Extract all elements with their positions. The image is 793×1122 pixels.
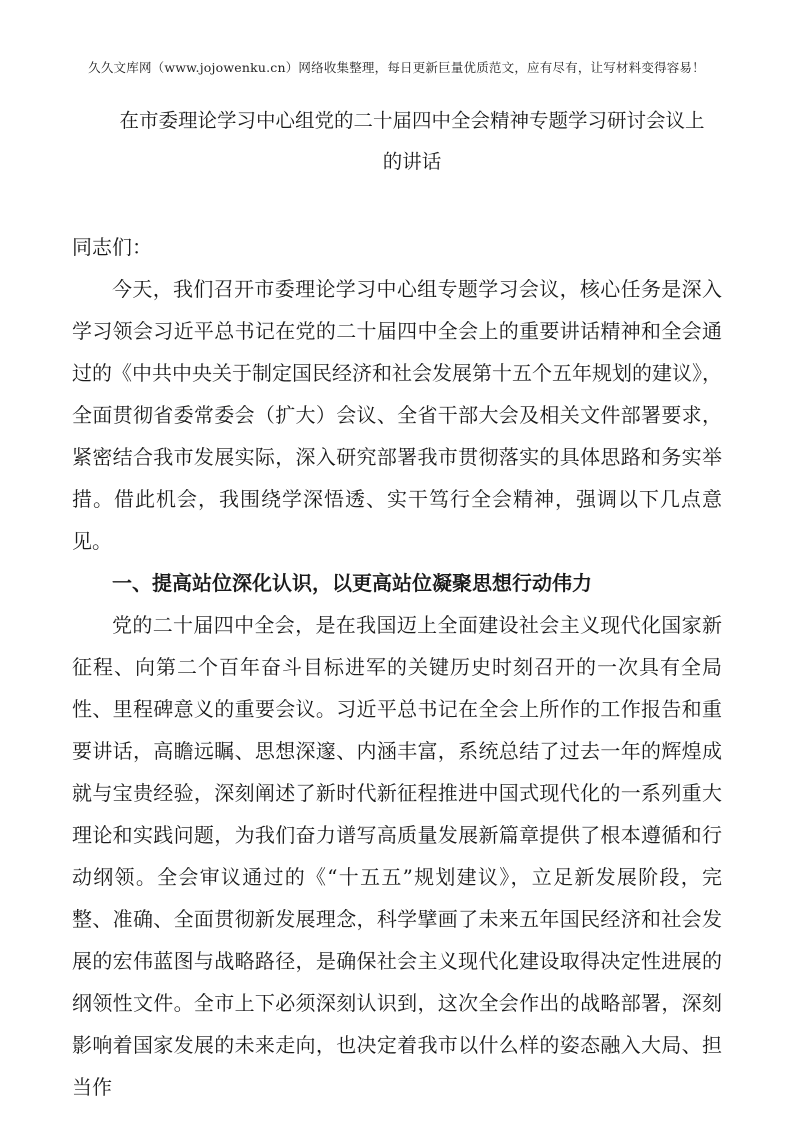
section-heading: 一、提高站位深化认识，以更高站位凝聚思想行动伟力	[112, 571, 592, 595]
body-paragraph: 今天，我们召开市委理论学习中心组专题学习会议，核心任务是深入学习领会习近平总书记在党的二十届四中全会上的重要讲话精神和全会通过的《中共中央关于制定国民经济和社会发展第十五个五年规划的建议》，全面贯彻省委常委会（扩大）会议、全省干部大会及相关文件部署要求，紧密结合我市发展实际，深入研究部署我市贯彻落实的具体思路和务实举措。借此机会，我围绕学深悟透、实干笃行全会精神，强调以下几点意见。	[72, 277, 722, 553]
document-body	[72, 226, 722, 1108]
salutation: 同志们：	[72, 235, 152, 259]
body-paragraph: 党的二十届四中全会，是在我国迈上全面建设社会主义现代化国家新征程、向第二个百年奋斗目标进军的关键历史时刻召开的一次具有全局性、里程碑意义的重要会议。习近平总书记在全会上所作的工作报告和重要讲话，高瞻远瞩、思想深邃、内涵丰富，系统总结了过去一年的辉煌成就与宝贵经验，深刻阐述了新时代新征程推进中国式现代化的一系列重大理论和实践问题，为我们奋力谱写高质量发展新篇章提供了根本遵循和行动纲领。全会审议通过的《“十五五”规划建议》，立足新发展阶段，完整、准确、全面贯彻新发展理念，科学擘画了未来五年国民经济和社会发展的宏伟蓝图与战略路径，是确保社会主义现代化建设取得决定性进展的纲领性文件。全市上下必须深刻认识到，这次全会作出的战略部署，深刻影响着国家发展的未来走向，也决定着我市以什么样的姿态融入大局、担当作	[72, 613, 722, 1099]
document-title: 在市委理论学习中心组党的二十届四中全会精神专题学习研讨会议上的讲话	[119, 109, 705, 173]
header-note: 久久文库网（www.jojowenku.cn）网络收集整理，每日更新巨量优质范文，应有尽有，让写材料变得容易！	[88, 60, 705, 75]
